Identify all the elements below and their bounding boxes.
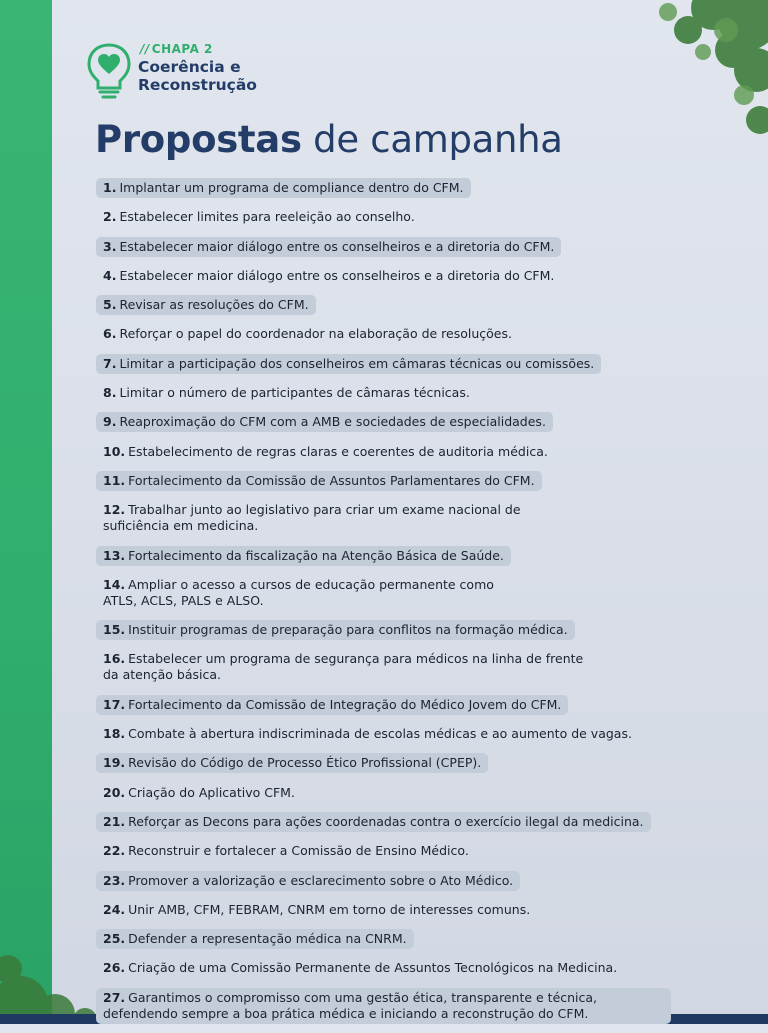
proposal-text: Estabelecer maior diálogo entre os conselheiros e a diretoria do CFM. [119,238,555,254]
logo-name [138,58,257,94]
green-side-bar [0,0,52,1024]
proposal-number: 11. [103,472,126,488]
proposal-text: Implantar um programa de compliance dentro do CFM. [119,180,464,195]
proposal-text: Unir AMB, CFM, FEBRAM, CNRM em torno de interesses comuns. [128,901,531,917]
proposal-item [96,500,596,536]
proposal-number: 1. [103,180,117,195]
proposal-item [96,724,639,744]
proposal-number: 10. [103,443,126,459]
proposal-item [96,783,302,803]
proposal-text: Reconstruir e fortalecer a Comissão de Ensino Médico. [128,843,469,859]
proposal-number: 19. [103,755,126,771]
proposal-text: Revisão do Código de Processo Ético Profissional (CPEP). [128,755,482,771]
proposal-item [96,958,624,978]
proposals-list [96,178,756,1033]
proposal-number: 3. [103,238,117,254]
proposal-item [96,841,476,861]
logo-name-line2: Reconstrução [138,76,257,94]
proposal-text: Fortalecimento da Comissão de Integração do Médico Jovem do CFM. [128,696,562,712]
title-bold: Propostas [95,118,302,161]
proposal-number: 16. [103,651,126,667]
proposal-number: 9. [103,414,117,430]
proposal-number: 8. [103,385,117,401]
proposal-text: Estabelecer maior diálogo entre os conselheiros e a diretoria do CFM. [119,267,555,283]
proposal-item [96,442,555,462]
proposal-text: Estabelecer um programa de segurança para médicos na linha de frente da atenção básica. [103,651,584,683]
proposal-text: Combate à abertura indiscriminada de escolas médicas e ao aumento de vagas. [128,726,632,742]
proposal-item [96,412,553,432]
proposal-number: 24. [103,901,126,917]
proposal-text: Fortalecimento da Comissão de Assuntos Parlamentares do CFM. [128,472,535,488]
proposal-text: Promover a valorização e esclarecimento sobre o Ato Médico. [128,872,514,888]
logo-name-line1: Coerência e [138,58,241,76]
proposal-item [96,812,651,832]
proposal-number: 26. [103,960,126,976]
proposal-item [96,900,537,920]
title-rest: de campanha [313,118,563,161]
proposal-item [96,354,601,374]
proposal-text: Fortalecimento da fiscalização na Atenção Básica de Saúde. [128,547,504,563]
proposal-text: Revisar as resoluções do CFM. [119,297,309,313]
proposal-number: 12. [103,502,126,518]
proposal-number: 25. [103,931,126,947]
proposal-item [96,988,671,1024]
proposal-text: Criação de uma Comissão Permanente de Assuntos Tecnológicos na Medicina. [128,960,618,976]
proposal-number: 5. [103,297,117,313]
proposal-text: Limitar o número de participantes de câmaras técnicas. [119,385,470,401]
proposal-item [96,178,471,198]
proposal-number: 18. [103,726,126,742]
proposal-item [96,649,596,685]
proposal-text: Instituir programas de preparação para conflitos na formação médica. [128,622,568,638]
proposal-text: Ampliar o acesso a cursos de educação permanente como ATLS, ACLS, PALS e ALSO. [103,576,494,608]
proposal-item [96,575,506,611]
proposal-item [96,324,519,344]
lightbulb-heart-icon [86,42,132,100]
proposal-item [96,546,511,566]
proposal-text: Reforçar o papel do coordenador na elaboração de resoluções. [119,326,512,342]
proposal-number: 15. [103,622,126,638]
proposal-item [96,871,520,891]
proposal-number: 21. [103,813,126,829]
proposal-text: Garantimos o compromisso com uma gestão ética, transparente e técnica, defendendo sempre a boa prática médica e iniciando a reconstrução do CFM. [103,989,598,1021]
logo-chapa-label: // CHAPA 2 [140,42,213,56]
proposal-number: 7. [103,355,117,371]
campaign-logo [86,40,306,102]
proposal-number: 17. [103,696,126,712]
proposal-item [96,695,568,715]
proposal-number: 22. [103,843,126,859]
proposal-item [96,295,316,315]
proposal-text: Limitar a participação dos conselheiros em câmaras técnicas ou comissões. [119,355,595,371]
page-title [95,118,563,161]
proposal-text: Defender a representação médica na CNRM. [128,931,407,947]
proposal-number: 14. [103,576,126,592]
proposal-text: Estabelecer limites para reeleição ao conselho. [119,209,415,225]
proposal-number: 27. [103,989,126,1005]
proposal-number: 4. [103,267,117,283]
proposal-text: Trabalhar junto ao legislativo para criar um exame nacional de suficiência em medicina. [103,502,521,534]
proposal-item [96,620,575,640]
proposal-text: Estabelecimento de regras claras e coerentes de auditoria médica. [128,443,548,459]
proposal-item [96,471,542,491]
proposal-text: Criação do Aplicativo CFM. [128,784,295,800]
proposal-text: Reforçar as Decons para ações coordenadas contra o exercício ilegal da medicina. [128,813,644,829]
proposal-item [96,266,561,286]
proposal-number: 6. [103,326,117,342]
proposal-item [96,753,488,773]
proposal-number: 20. [103,784,126,800]
proposal-number: 23. [103,872,126,888]
proposal-number: 13. [103,547,126,563]
proposal-item [96,929,414,949]
proposal-item [96,383,477,403]
proposal-item [96,207,422,227]
proposal-number: 2. [103,209,117,225]
proposal-item [96,237,561,257]
proposal-text: Reaproximação do CFM com a AMB e sociedades de especialidades. [119,414,546,430]
